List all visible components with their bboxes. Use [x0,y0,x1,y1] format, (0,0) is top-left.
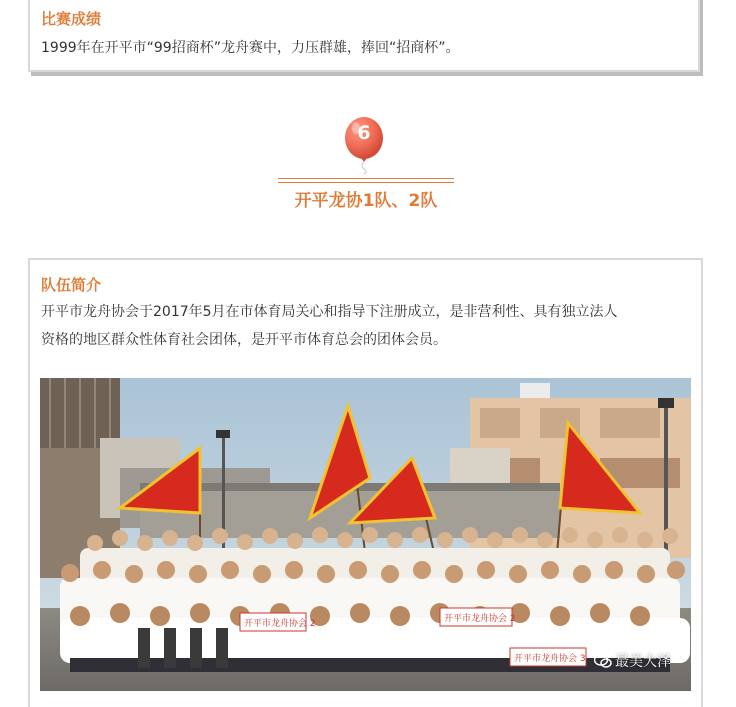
banner-mid-text: 开平市龙舟协会 2 [444,614,516,624]
results-text: 1999年在开平市“99招商杯”龙舟赛中，力压群雄，捧回“招商杯”。 [41,40,460,56]
photo-watermark [594,651,671,671]
team-photo [40,378,691,691]
title-divider-top [278,178,454,179]
banner-left-text: 开平市龙舟协会 2 [244,619,316,629]
intro-heading: 队伍简介 [41,276,102,294]
watermark-text: 最美大泽 [615,654,671,670]
intro-line-2: 资格的地区群众性体育社会团体，是开平市体育总会的团体会员。 [41,332,447,348]
title-divider-bottom [278,182,454,183]
results-heading: 比赛成绩 [41,10,102,28]
results-card [28,0,700,72]
team-title: 开平龙协1队、2队 [294,191,438,211]
team-photo-illustration [40,378,691,691]
wechat-icon [594,654,612,668]
intro-card [28,258,703,707]
banner-right-text: 开平市龙舟协会 3 [514,654,586,664]
team-number: 6 [357,122,371,144]
balloon-number-badge [344,116,388,174]
intro-line-1: 开平市龙舟协会于2017年5月在市体育局关心和指导下注册成立，是非营利性、具有独立法人 [41,304,618,320]
